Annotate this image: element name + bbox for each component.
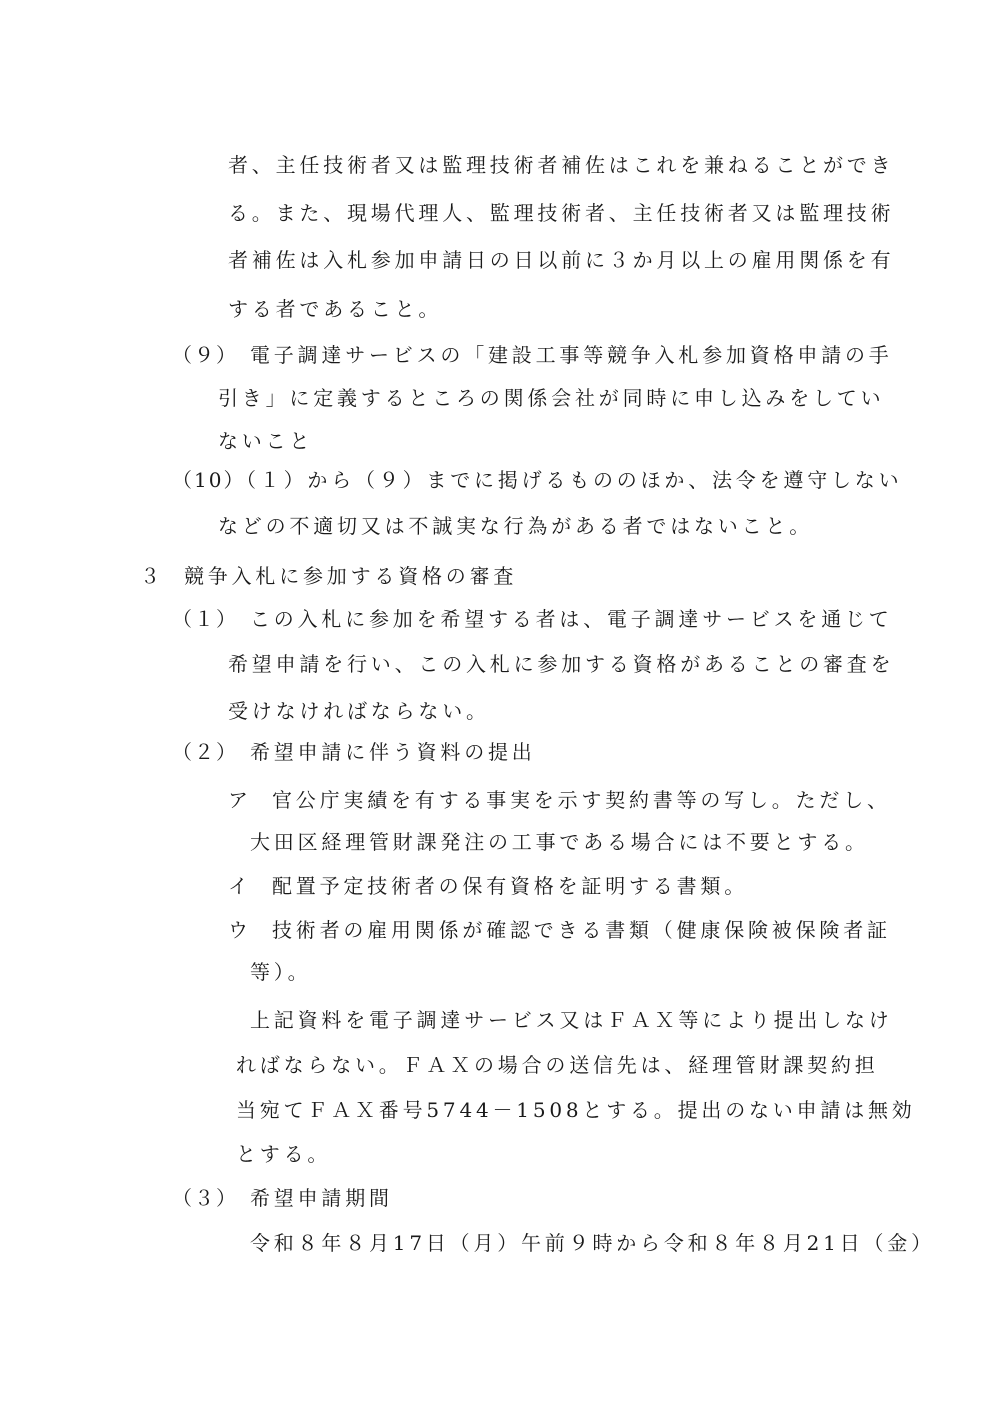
item-8-line-3: 者補佐は入札参加申請日の日以前に３か月以上の雇用関係を有 [228,248,895,272]
item-10-line-2: などの不適切又は不誠実な行為がある者ではないこと。 [218,514,813,538]
sub-a-line-1: 官公庁実績を有する事実を示す契約書等の写し。ただし、 [272,788,891,812]
sub-i-label: イ [228,874,250,898]
item-9-number: （９） [172,343,238,367]
item-9-line-3: ないこと [218,429,314,453]
item-3-3-number: （３） [172,1186,238,1210]
section-3-number: ３ [140,564,162,588]
section-3-title: 競争入札に参加する資格の審査 [184,564,518,588]
item-9-line-1: 電子調達サービスの「建設工事等競争入札参加資格申請の手 [250,343,893,367]
note-line-1: 上記資料を電子調達サービス又はＦＡＸ等により提出しなけ [250,1008,893,1032]
item-8-line-2: る。また、現場代理人、監理技術者、主任技術者又は監理技術 [228,201,895,225]
item-10-line-1: （１）から（９）までに掲げるもののほか、法令を遵守しない [236,468,903,492]
item-3-1-line-2: 希望申請を行い、この入札に参加する資格があることの審査を [228,652,895,676]
sub-u-line-2: 等）。 [250,960,312,984]
item-3-3-title: 希望申請期間 [250,1186,393,1210]
item-3-1-line-3: 受けなければならない。 [228,699,490,723]
sub-u-label: ウ [228,918,250,942]
item-8-line-4: する者であること。 [228,297,443,321]
item-3-1-line-1: この入札に参加を希望する者は、電子調達サービスを通じて [250,607,893,631]
item-3-3-line-1: 令和８年８月17日（月）午前９時から令和８年８月21日（金） [250,1231,935,1255]
item-8-line-1: 者、主任技術者又は監理技術者補佐はこれを兼ねることができ [228,153,895,177]
note-line-4: とする。 [236,1142,332,1166]
sub-a-line-2: 大田区経理管財課発注の工事である場合には不要とする。 [250,830,869,854]
item-3-1-number: （１） [172,607,238,631]
item-9-line-2: 引き」に定義するところの関係会社が同時に申し込みをしてい [218,386,885,410]
item-10-number: （10） [172,468,246,492]
sub-i-line-1: 配置予定技術者の保有資格を証明する書類。 [272,874,748,898]
sub-a-label: ア [228,788,250,812]
item-3-2-title: 希望申請に伴う資料の提出 [250,740,536,764]
note-line-3: 当宛てＦＡＸ番号5744－1508とする。提出のない申請は無効 [236,1098,916,1122]
note-line-2: ればならない。ＦＡＸの場合の送信先は、経理管財課契約担 [236,1053,879,1077]
sub-u-line-1: 技術者の雇用関係が確認できる書類（健康保険被保険者証 [272,918,891,942]
item-3-2-number: （２） [172,740,238,764]
